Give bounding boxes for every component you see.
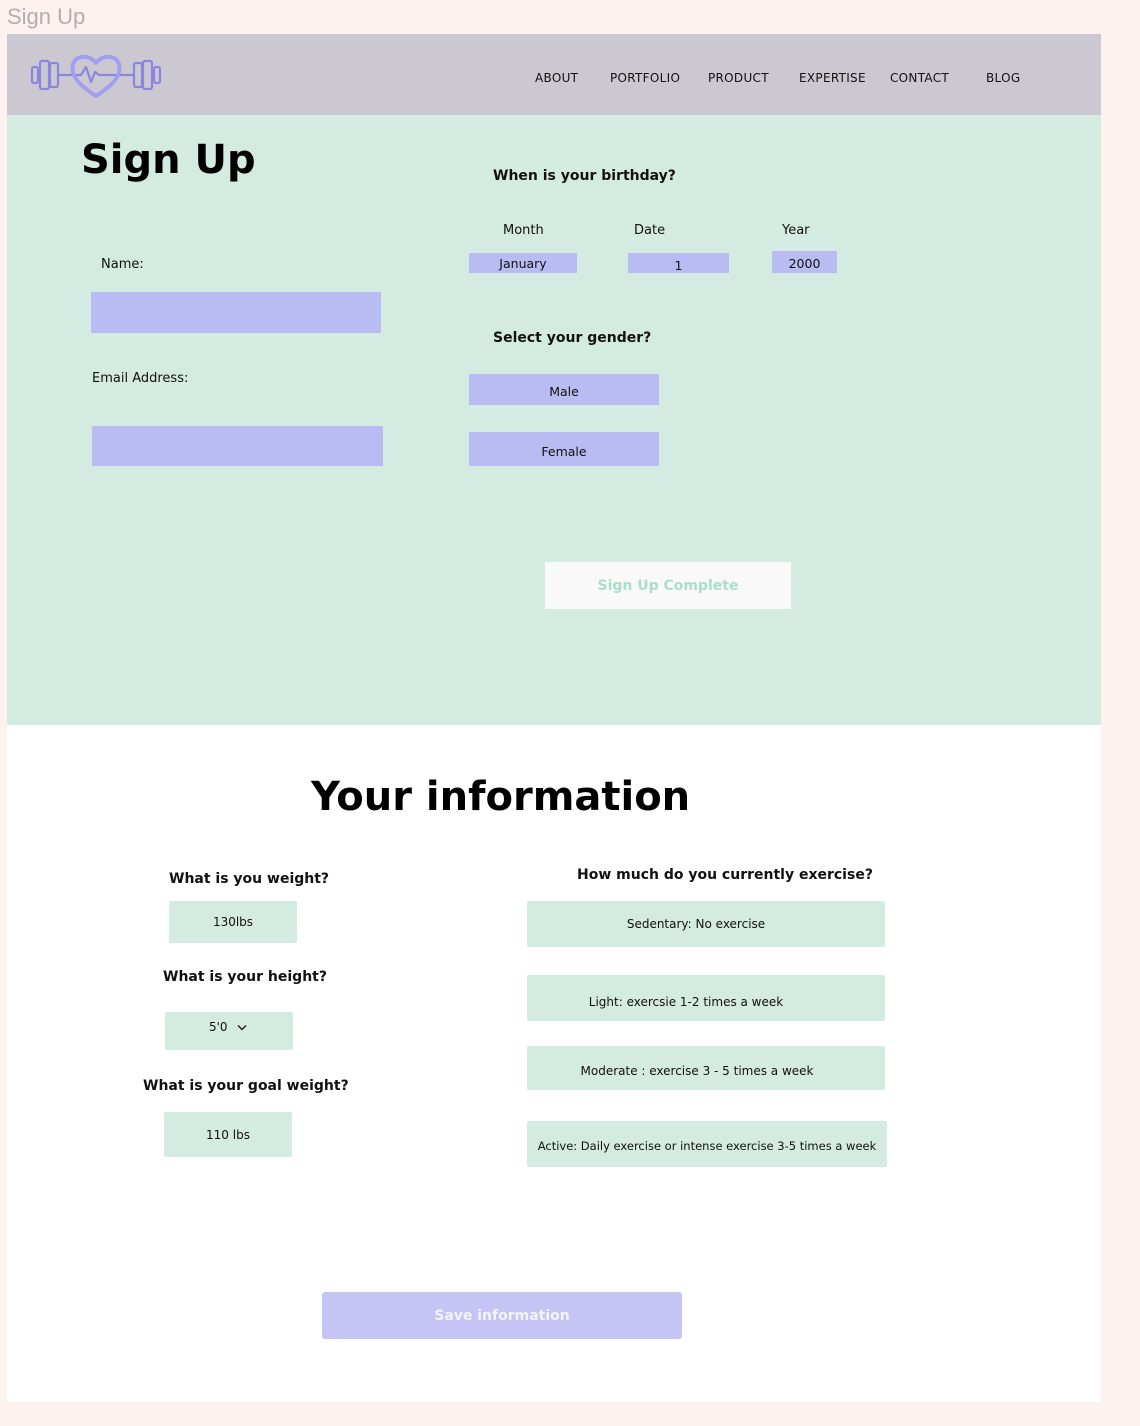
goal-weight-question: What is your goal weight?: [143, 1078, 349, 1094]
signup-section: [7, 115, 1101, 725]
height-question: What is your height?: [163, 969, 327, 985]
info-title: Your information: [311, 774, 691, 820]
email-label: Email Address:: [92, 371, 189, 386]
date-label: Date: [634, 223, 666, 238]
year-select[interactable]: 2000: [772, 251, 837, 273]
gender-question: Select your gender?: [493, 330, 652, 346]
nav-product[interactable]: PRODUCT: [708, 71, 769, 85]
exercise-option-sedentary[interactable]: Sedentary: No exercise: [527, 901, 885, 947]
goal-weight-input[interactable]: 110 lbs: [164, 1112, 292, 1157]
signup-title: Sign Up: [81, 137, 256, 183]
nav-portfolio[interactable]: PORTFOLIO: [610, 71, 681, 85]
gender-female-option[interactable]: Female: [469, 432, 659, 466]
logo[interactable]: [29, 50, 167, 100]
signup-complete-button[interactable]: Sign Up Complete: [545, 562, 791, 609]
frame-label: Sign Up: [7, 4, 86, 29]
chevron-down-icon: [237, 1024, 247, 1032]
page-artboard: [7, 34, 1101, 1402]
nav-contact[interactable]: CONTACT: [890, 71, 950, 85]
gender-male-option[interactable]: Male: [469, 374, 659, 405]
nav-blog[interactable]: BLOG: [986, 71, 1021, 85]
weight-question: What is you weight?: [169, 871, 330, 887]
height-dropdown[interactable]: [165, 1012, 293, 1050]
height-value: 5'0: [209, 1020, 228, 1034]
birthday-question: When is your birthday?: [493, 168, 676, 184]
email-input[interactable]: [92, 426, 383, 466]
navbar: [7, 34, 1101, 115]
dumbbell-heart-logo-icon: [29, 50, 167, 100]
month-select[interactable]: January: [469, 253, 577, 273]
name-input[interactable]: [91, 292, 381, 333]
exercise-option-light[interactable]: Light: exercsie 1-2 times a week: [527, 975, 885, 1021]
nav-expertise[interactable]: EXPERTISE: [799, 71, 866, 85]
date-select[interactable]: 1: [628, 253, 729, 273]
save-information-button[interactable]: Save information: [322, 1292, 682, 1339]
nav-about[interactable]: ABOUT: [535, 71, 579, 85]
month-label: Month: [503, 223, 544, 238]
exercise-option-moderate[interactable]: Moderate : exercise 3 - 5 times a week: [527, 1046, 885, 1090]
weight-input[interactable]: 130lbs: [169, 901, 297, 943]
name-label: Name:: [101, 257, 144, 272]
exercise-option-active[interactable]: Active: Daily exercise or intense exercise 3-5 times a week: [527, 1121, 887, 1167]
year-label: Year: [782, 223, 810, 238]
exercise-question: How much do you currently exercise?: [577, 867, 873, 883]
